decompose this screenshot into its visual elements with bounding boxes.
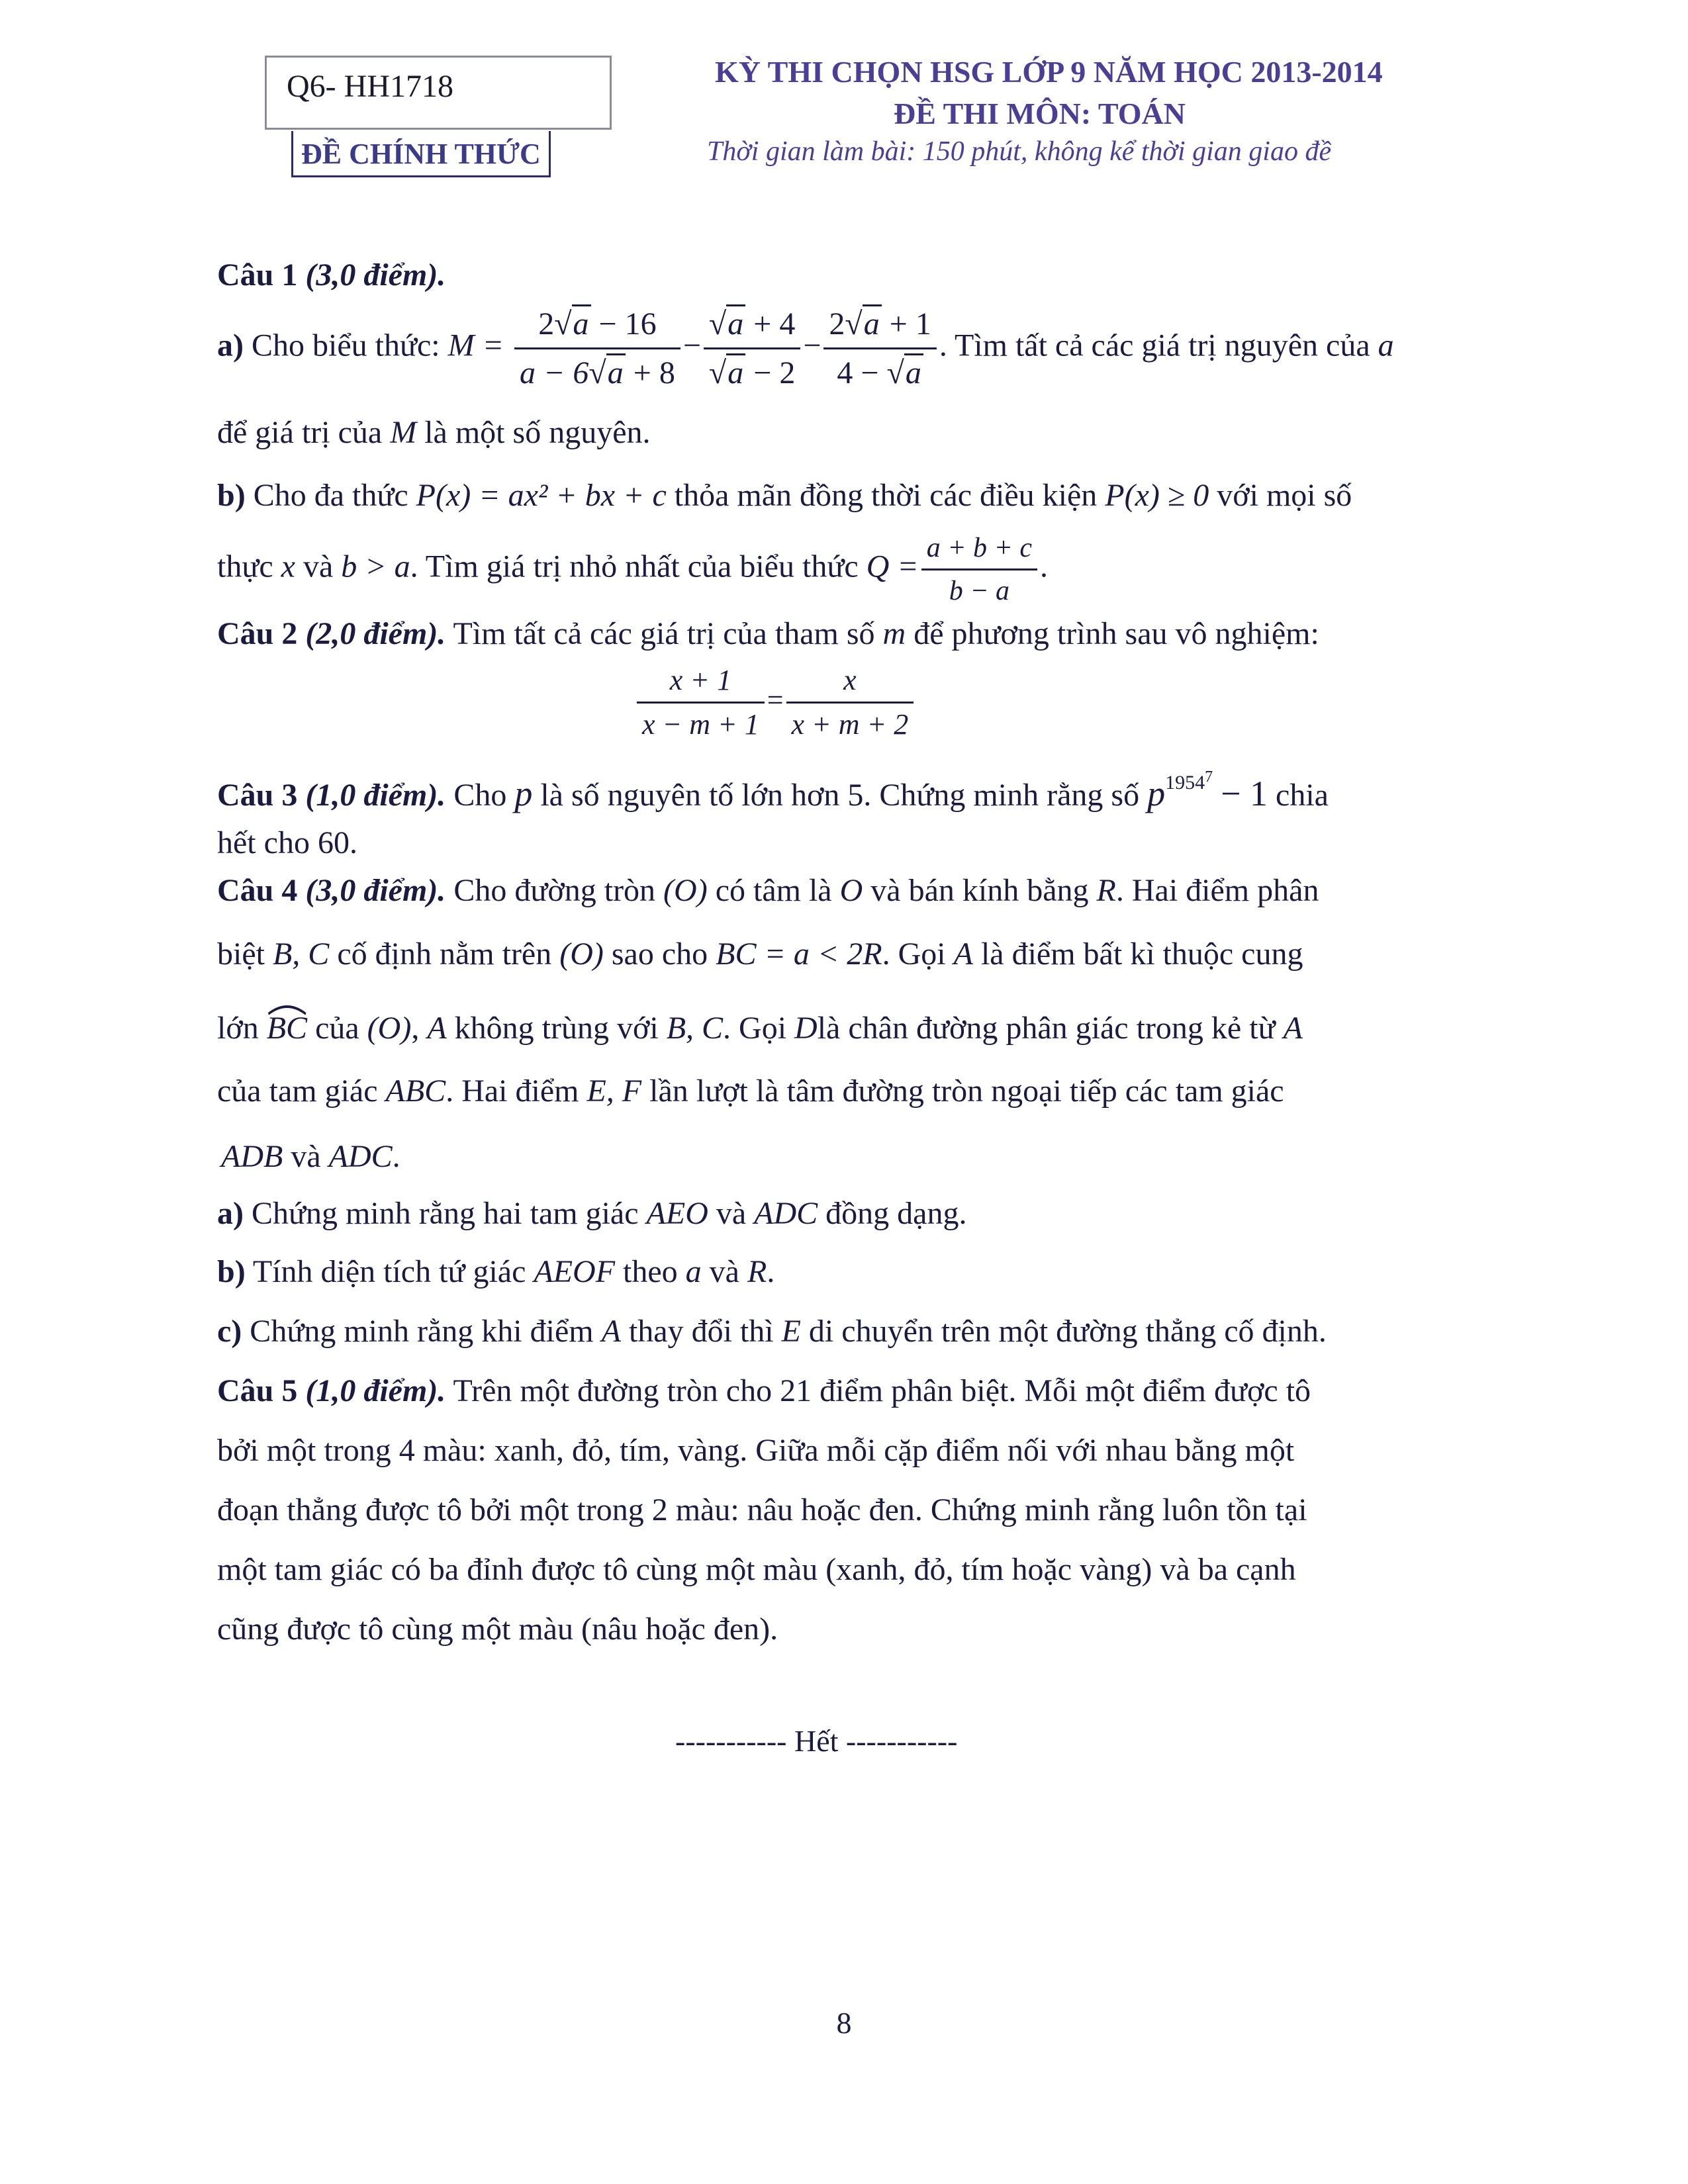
q1b-label: b) bbox=[217, 478, 246, 513]
q3-text-pre: Cho bbox=[453, 778, 507, 813]
q4-l2-e: là điểm bất kì thuộc cung bbox=[980, 936, 1303, 972]
exam-time-note: Thời gian làm bài: 150 phút, không kể thời gian giao đề bbox=[707, 136, 1332, 167]
q2-rhs-num: x bbox=[786, 664, 914, 704]
q4-l3-bc: B, C bbox=[666, 1011, 724, 1046]
q5-l1: Trên một đường tròn cho 21 điểm phân biệt. Mỗi một điểm được tô bbox=[453, 1373, 1311, 1408]
q1b-text-post: với mọi số bbox=[1217, 478, 1352, 513]
q1b-q-lhs: Q = bbox=[866, 549, 919, 584]
q2-points: (2,0 điểm). bbox=[305, 616, 446, 651]
page-number: 8 bbox=[836, 2006, 852, 2040]
q4b-a: a bbox=[685, 1254, 702, 1289]
q1a-line2-pre: để giá trị của bbox=[217, 415, 383, 450]
q4c-A: A bbox=[601, 1314, 621, 1349]
q3-exp1: 1954 bbox=[1165, 772, 1205, 794]
q4-l3-b: của bbox=[315, 1011, 359, 1046]
q3-line2: hết cho 60. bbox=[217, 825, 357, 860]
q1a-label: a) bbox=[217, 328, 244, 363]
q1a-frac2-den: √a − 2 bbox=[704, 349, 800, 391]
q1a-line2 bbox=[217, 417, 651, 449]
q4-l4-abc: ABC bbox=[385, 1073, 446, 1109]
q1b-q-den: b − a bbox=[949, 576, 1010, 607]
q4-l1-O: O bbox=[839, 873, 863, 908]
q1b-poly: P(x) = ax² + bx + c bbox=[416, 478, 667, 513]
q2-text-pre: Tìm tất cả các giá trị của tham số bbox=[453, 616, 875, 651]
q4c-pre: Chứng minh rằng khi điểm bbox=[250, 1314, 594, 1349]
q4-l3-d: . Gọi bbox=[723, 1011, 787, 1046]
q1a-frac2-num: √a + 4 bbox=[704, 306, 800, 349]
q4b-and: và bbox=[701, 1254, 747, 1289]
q4c-line bbox=[217, 1316, 1327, 1347]
exam-title: KỲ THI CHỌN HSG LỚP 9 NĂM HỌC 2013-2014 bbox=[715, 55, 1383, 89]
q1-points: (3,0 điểm). bbox=[305, 257, 446, 293]
q1a-frac3-den: 4 − √a bbox=[823, 349, 936, 391]
q4-line1 bbox=[217, 875, 1319, 907]
q1b-text-pre: Cho đa thức bbox=[253, 478, 408, 513]
q4-l1-R: R bbox=[1096, 873, 1116, 908]
q4a-and: và bbox=[708, 1196, 755, 1231]
q2-equation bbox=[634, 664, 916, 741]
q1-heading bbox=[217, 259, 445, 291]
q4-l2-d: . Gọi bbox=[882, 936, 946, 972]
q4-l1-b: có tâm là bbox=[715, 873, 832, 908]
q4-l2-o: (O) bbox=[559, 936, 604, 972]
q4-l3-A2: A bbox=[1283, 1011, 1303, 1046]
q1b-line1 bbox=[217, 480, 1352, 512]
q5-label: Câu 5 bbox=[217, 1373, 298, 1408]
q2-eq: = bbox=[767, 683, 784, 716]
q3-power bbox=[1147, 768, 1213, 813]
q4-line4 bbox=[217, 1075, 1284, 1107]
q1a-line1 bbox=[217, 306, 1394, 391]
q1a-frac1-num: 2√a − 16 bbox=[514, 306, 680, 349]
q1b-line2-post: . Tìm giá trị nhỏ nhất của biểu thức bbox=[410, 549, 859, 584]
q4b-pre: Tính diện tích tứ giác bbox=[252, 1254, 526, 1289]
q4-l2-A: A bbox=[953, 936, 973, 972]
q2-lhs-den: x − m + 1 bbox=[642, 708, 759, 741]
q3-exp bbox=[1165, 768, 1213, 794]
exam-code: Q6- HH1718 bbox=[287, 69, 453, 104]
q4a-t1: AEO bbox=[646, 1196, 708, 1231]
q1a-line2-var: M bbox=[390, 415, 417, 450]
q4-l1-o: (O) bbox=[663, 873, 708, 908]
exam-code-box bbox=[265, 56, 612, 130]
q1b-line2-pre: thực bbox=[217, 549, 273, 584]
q5-line5: cũng được tô cùng một màu (nâu hoặc đen). bbox=[217, 1612, 778, 1647]
q2-rhs-frac bbox=[786, 664, 914, 741]
q4-l5-adc: ADC bbox=[328, 1139, 393, 1174]
q1b-line2-and: và bbox=[295, 549, 342, 584]
q4-l3-D: D bbox=[794, 1011, 818, 1046]
q3-tail: chia bbox=[1276, 778, 1329, 813]
q4-l2-b: cố định nằm trên bbox=[337, 936, 552, 972]
q3-base: p bbox=[1147, 774, 1166, 813]
q4a-label: a) bbox=[217, 1196, 244, 1231]
q5-line1 bbox=[217, 1375, 1311, 1407]
q4-l2-a: biệt bbox=[217, 936, 265, 972]
q4-l4-a: của tam giác bbox=[217, 1073, 378, 1109]
q4c-mid: thay đổi thì bbox=[628, 1314, 774, 1349]
q1b-line2 bbox=[217, 533, 1048, 606]
q4b-end: . bbox=[767, 1254, 775, 1289]
q1-label: Câu 1 bbox=[217, 257, 298, 293]
q4-l3-o: (O) bbox=[367, 1011, 412, 1046]
q4b-line bbox=[217, 1256, 774, 1288]
q1a-tail: . Tìm tất cả các giá trị nguyên của bbox=[939, 328, 1370, 363]
end-marker: ----------- Hết ----------- bbox=[675, 1724, 958, 1758]
q1b-text-mid: thỏa mãn đồng thời các điều kiện bbox=[674, 478, 1098, 513]
q4-l5-and: và bbox=[283, 1139, 329, 1174]
q2-lhs-num: x + 1 bbox=[637, 664, 765, 704]
q4-l2-c: sao cho bbox=[611, 936, 708, 972]
q4c-E: E bbox=[781, 1314, 801, 1349]
q3-label: Câu 3 bbox=[217, 778, 298, 813]
q4-points: (3,0 điểm). bbox=[305, 873, 446, 908]
q1b-cond: P(x) ≥ 0 bbox=[1105, 478, 1209, 513]
q3-var: p bbox=[514, 774, 533, 813]
q1a-frac1-den: a − 6√a + 8 bbox=[514, 349, 680, 391]
q1b-q-frac bbox=[921, 533, 1037, 606]
q4-l4-b: . Hai điểm bbox=[445, 1073, 579, 1109]
q4-l2-cond: BC = a < 2R bbox=[716, 936, 882, 972]
q2-heading bbox=[217, 618, 1319, 650]
q4b-R: R bbox=[747, 1254, 767, 1289]
q4a-line bbox=[217, 1198, 966, 1230]
q5-line3: đoạn thẳng được tô bởi một trong 2 màu: nâu hoặc đen. Chứng minh rằng luôn tồn tại bbox=[217, 1492, 1307, 1527]
q4-l3-A: A bbox=[427, 1011, 447, 1046]
q4a-post: đồng dạng. bbox=[818, 1196, 967, 1231]
q2-label: Câu 2 bbox=[217, 616, 298, 651]
q3-points: (1,0 điểm). bbox=[305, 778, 446, 813]
q1a-lhs: M = bbox=[447, 328, 504, 363]
q2-lhs-frac bbox=[637, 664, 765, 741]
q1b-q-num: a + b + c bbox=[921, 533, 1037, 570]
q4-l5-end: . bbox=[392, 1139, 400, 1174]
q4-l3-c: không trùng với bbox=[454, 1011, 659, 1046]
q1a-text: Cho biểu thức: bbox=[251, 328, 440, 363]
q1a-frac3 bbox=[823, 306, 936, 391]
q1b-line2-cond: b > a bbox=[341, 549, 410, 584]
q4-l4-ef: E, F bbox=[586, 1073, 642, 1109]
q2-text-post: để phương trình sau vô nghiệm: bbox=[914, 616, 1319, 651]
q4-line2 bbox=[217, 938, 1303, 970]
q1a-var: a bbox=[1378, 328, 1394, 363]
q1b-q-end: . bbox=[1040, 549, 1049, 584]
q3-text-mid: là số nguyên tố lớn hơn 5. Chứng minh rằng số bbox=[540, 778, 1140, 813]
q4-l1-c: và bán kính bằng bbox=[870, 873, 1089, 908]
q1a-frac1 bbox=[514, 306, 680, 391]
q4-l4-c: lần lượt là tâm đường tròn ngoại tiếp các tam giác bbox=[649, 1073, 1284, 1109]
q4-l1-d: . Hai điểm phân bbox=[1115, 873, 1319, 908]
exam-subject: ĐỀ THI MÔN: TOÁN bbox=[894, 97, 1186, 130]
q2-rhs-den: x + m + 2 bbox=[791, 708, 909, 741]
q2-var: m bbox=[882, 616, 906, 651]
q4-line5 bbox=[221, 1141, 400, 1173]
q4c-label: c) bbox=[217, 1314, 242, 1349]
q4-l3-a: lớn bbox=[217, 1011, 259, 1046]
q4-l1-a: Cho đường tròn bbox=[453, 873, 656, 908]
q3-minus-one: − 1 bbox=[1221, 774, 1268, 813]
q4-l5-adb: ADB bbox=[221, 1139, 283, 1174]
q1b-line2-x: x bbox=[281, 549, 295, 584]
q1a-frac3-num: 2√a + 1 bbox=[823, 306, 936, 349]
q4b-mid: theo bbox=[615, 1254, 686, 1289]
q4-line3 bbox=[217, 1013, 1303, 1044]
q5-points: (1,0 điểm). bbox=[305, 1373, 446, 1408]
q1a-frac2 bbox=[704, 306, 800, 391]
q5-line4: một tam giác có ba đỉnh được tô cùng một màu (xanh, đỏ, tím hoặc vàng) và ba cạnh bbox=[217, 1552, 1296, 1587]
q4a-pre: Chứng minh rằng hai tam giác bbox=[251, 1196, 639, 1231]
q4-arc-bc: BC bbox=[267, 1013, 307, 1044]
q1a-line2-post: là một số nguyên. bbox=[416, 415, 651, 450]
q4-l3-e: là chân đường phân giác trong kẻ từ bbox=[817, 1011, 1276, 1046]
q4a-t2: ADC bbox=[754, 1196, 818, 1231]
q4-l3-comma: , bbox=[411, 1011, 420, 1046]
q4b-label: b) bbox=[217, 1254, 246, 1289]
q4-l2-bc: B, C bbox=[272, 936, 330, 972]
q1a-minus2: − bbox=[803, 328, 821, 363]
q4b-quad: AEOF bbox=[534, 1254, 616, 1289]
q4c-post: di chuyển trên một đường thẳng cố định. bbox=[808, 1314, 1327, 1349]
q3-exp2: 7 bbox=[1205, 768, 1213, 786]
q5-line2: bởi một trong 4 màu: xanh, đỏ, tím, vàng. Giữa mỗi cặp điểm nối với nhau bằng một bbox=[217, 1433, 1295, 1468]
official-label: ĐỀ CHÍNH THỨC bbox=[291, 131, 551, 177]
q3-line1 bbox=[217, 768, 1329, 813]
q1a-minus1: − bbox=[682, 328, 701, 363]
q4-label: Câu 4 bbox=[217, 873, 298, 908]
